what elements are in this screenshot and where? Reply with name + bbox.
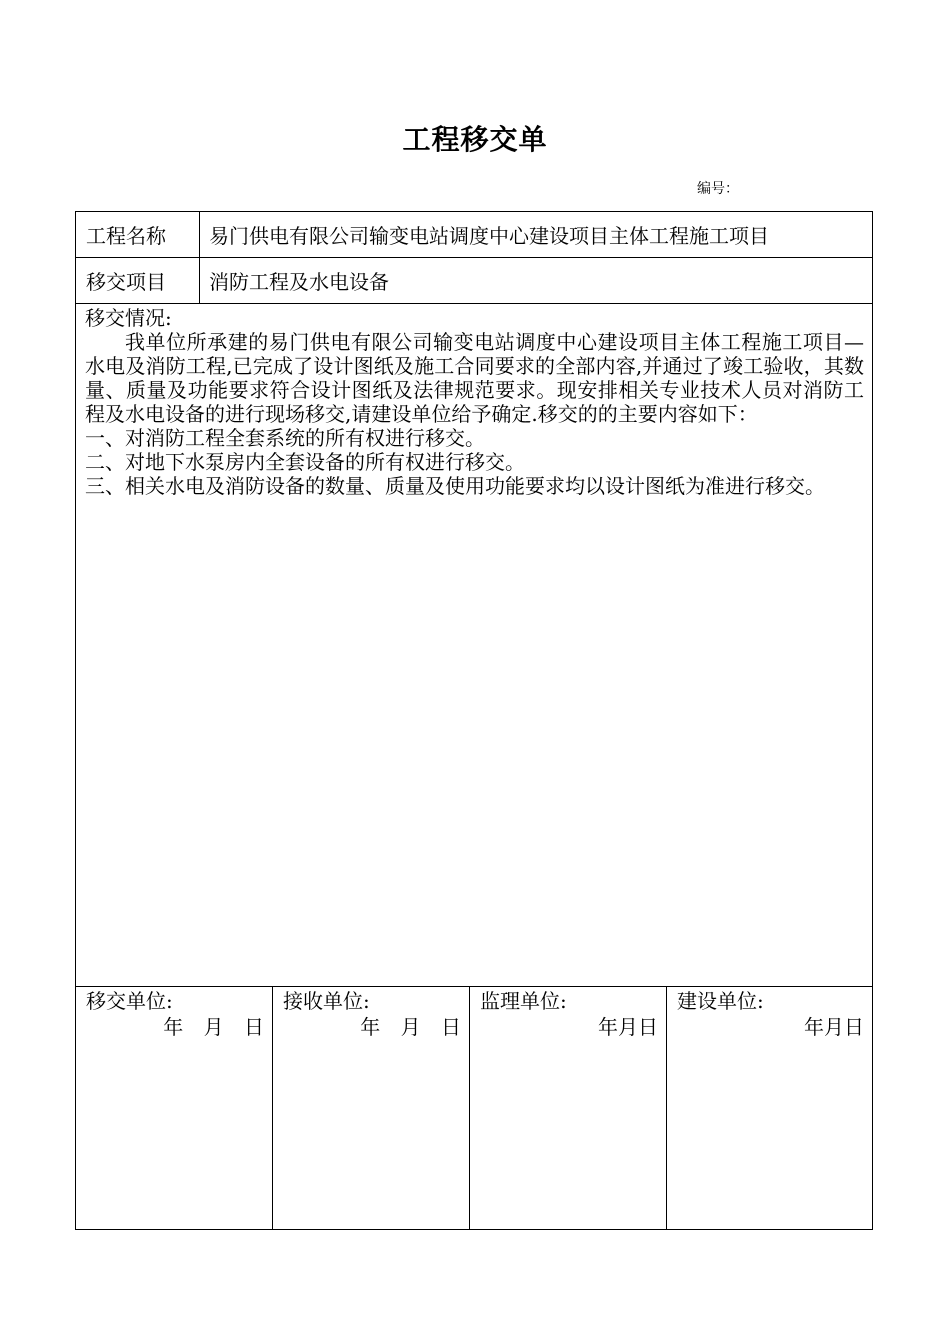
signature-receiving-unit-label: 接收单位:: [283, 989, 370, 1013]
signature-receiving-unit-date: 年 月 日: [360, 1015, 461, 1039]
situation-cell: [76, 304, 873, 987]
signature-transfer-unit: [76, 987, 273, 1230]
signature-transfer-unit-date: 年 月 日: [163, 1015, 264, 1039]
signature-transfer-unit-label: 移交单位:: [86, 989, 173, 1013]
document-title: 工程移交单: [402, 123, 548, 156]
signature-row: [76, 987, 873, 1230]
signature-construction-unit: [667, 987, 873, 1230]
situation-item-1: 一、对消防工程全套系统的所有权进行移交。: [85, 426, 485, 450]
transfer-item-value: 消防工程及水电设备: [200, 258, 873, 304]
signature-construction-unit-date: 年月日: [804, 1015, 864, 1039]
signature-construction-unit-label: 建设单位:: [677, 989, 764, 1013]
project-name-row: [76, 212, 873, 258]
situation-row: [76, 304, 873, 987]
transfer-item-label: 移交项目: [76, 258, 200, 304]
situation-item-2: 二、对地下水泵房内全套设备的所有权进行移交。: [85, 450, 525, 474]
signature-supervision-unit-date: 年月日: [598, 1015, 658, 1039]
signature-supervision-unit: [470, 987, 667, 1230]
situation-item-3: 三、相关水电及消防设备的数量、质量及使用功能要求均以设计图纸为准进行移交。: [85, 474, 825, 498]
transfer-item-row: [76, 258, 873, 304]
signature-receiving-unit: [273, 987, 470, 1230]
situation-paragraph: 我单位所承建的易门供电有限公司输变电站调度中心建设项目主体工程施工项目—水电及消防工程,已完成了设计图纸及施工合同要求的全部内容,并通过了竣工验收，其数量、质量及功能要求符合设计图纸及法律规范要求。现安排相关专业技术人员对消防工程及水电设备的进行现场移交,请建设单位给予确定.移交的的主要内容如下：: [85, 330, 864, 426]
transfer-form-table: [75, 211, 873, 1230]
document-number-label: 编号：: [697, 181, 739, 197]
project-name-value: 易门供电有限公司输变电站调度中心建设项目主体工程施工项目: [200, 212, 873, 258]
project-name-label: 工程名称: [76, 212, 200, 258]
situation-label: 移交情况:: [85, 306, 172, 330]
signature-supervision-unit-label: 监理单位:: [480, 989, 567, 1013]
